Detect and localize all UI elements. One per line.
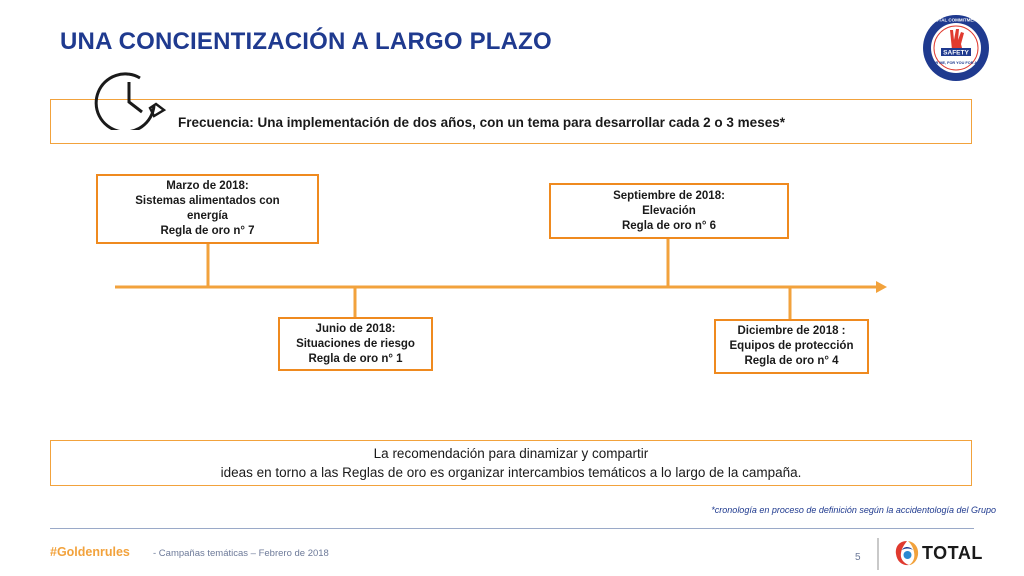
logo-top-text: TOTAL COMMITMENT	[932, 17, 980, 23]
event-topic: Equipos de protección	[729, 340, 854, 352]
event-september-2018	[549, 183, 789, 239]
footer-vertical-divider	[877, 538, 879, 570]
total-logo-icon	[893, 538, 921, 568]
event-rule: Regla de oro n° 1	[308, 352, 403, 365]
frequency-text: Frecuencia: Una implementación de dos años, con un tema para desarrollar cada 2 o 3 meses*	[178, 115, 785, 130]
page-title: UNA CONCIENTIZACIÓN A LARGO PLAZO	[60, 28, 552, 55]
event-march-2018	[96, 174, 319, 244]
event-topic: Sistemas alimentados con	[135, 195, 280, 207]
footer-divider	[50, 528, 974, 529]
footer-subtitle: - Campañas temáticas – Febrero de 2018	[153, 548, 329, 559]
footnote: *cronología en proceso de definición según la accidentología del Grupo	[711, 505, 996, 515]
event-date: Marzo de 2018:	[166, 180, 249, 192]
event-date: Diciembre de 2018 :	[737, 325, 846, 337]
timeline-arrowhead	[876, 281, 887, 293]
recommendation-line-1: La recomendación para dinamizar y compartir	[373, 446, 649, 461]
event-rule: Regla de oro n° 7	[160, 225, 255, 237]
event-rule: Regla de oro n° 4	[744, 355, 839, 367]
recommendation-line-2: ideas en torno a las Reglas de oro es organizar intercambios temáticos a lo largo de la campaña.	[220, 465, 802, 480]
event-june-2018	[278, 317, 433, 371]
event-rule: Regla de oro n° 6	[621, 219, 717, 232]
event-topic-cont: energía	[187, 210, 228, 222]
event-date: Junio de 2018:	[315, 322, 396, 335]
event-date: Septiembre de 2018:	[613, 189, 725, 202]
footer-hashtag: #Goldenrules	[50, 545, 130, 559]
event-december-2018	[714, 319, 869, 374]
logo-center-text: SAFETY	[943, 49, 969, 57]
logo-bottom-text: FOR ME, FOR YOU FOR ALL	[930, 61, 982, 65]
page-number: 5	[855, 552, 861, 563]
event-topic: Elevación	[642, 204, 696, 217]
brand-wordmark: TOTAL	[922, 543, 983, 563]
recommendation-box	[50, 440, 972, 486]
event-topic: Situaciones de riesgo	[296, 337, 415, 350]
